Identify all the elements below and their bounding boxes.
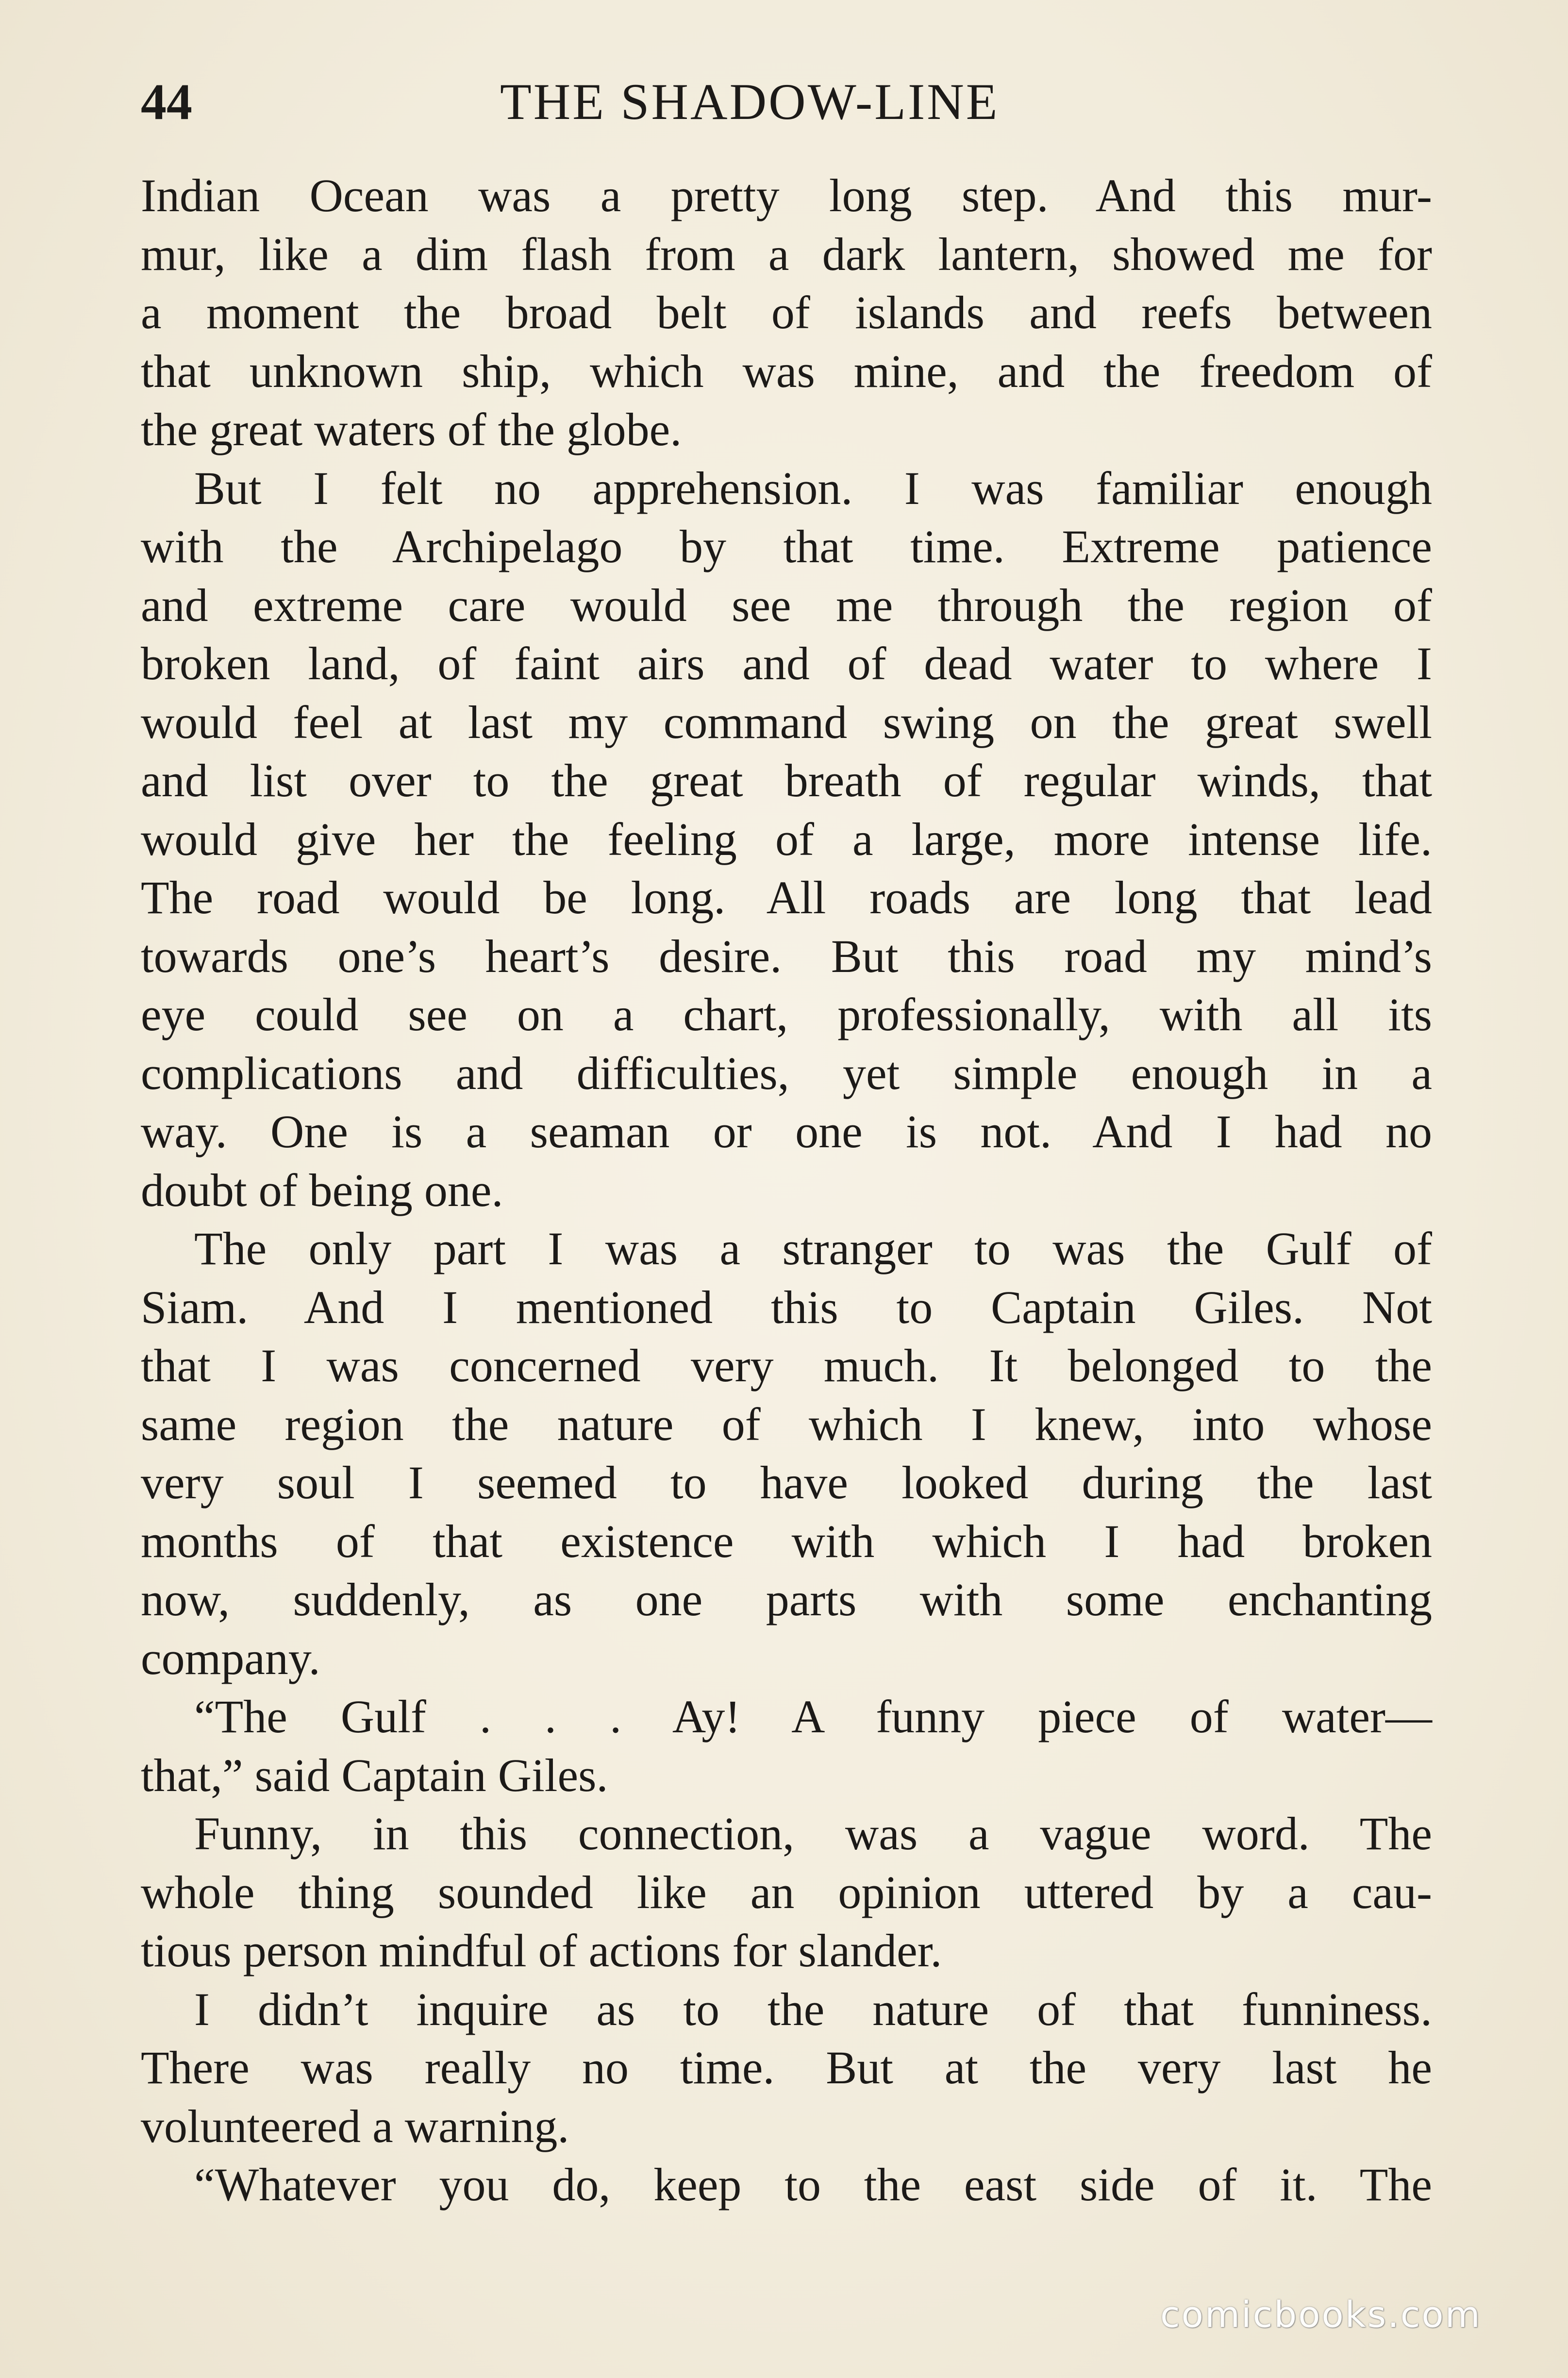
text-line: and list over to the great breath of regular winds, that [141,754,1432,806]
text-line: a moment the broad belt of islands and reefs between [141,286,1432,338]
text-line: months of that existence with which I had broken [141,1515,1432,1567]
text-line: volunteered a warning. [141,2100,569,2152]
text-line: that,” said Captain Giles. [141,1749,608,1801]
text-line: the great waters of the globe. [141,403,682,455]
text-line: The road would be long. All roads are long that lead [141,871,1432,923]
text-line: that unknown ship, which was mine, and the freedom of [141,345,1432,397]
text-line: way. One is a seaman or one is not. And I had no [141,1105,1432,1157]
text-line: complications and difficulties, yet simple enough in a [141,1047,1432,1099]
book-title: THE SHADOW-LINE [500,73,1000,130]
text-line: But I felt no apprehension. I was familiar enough [194,462,1432,514]
text-line: would give her the feeling of a large, more intense life. [141,813,1432,865]
site-watermark: comicbooks.com [1160,2294,1482,2336]
text-line: with the Archipelago by that time. Extreme patience [141,520,1432,572]
text-line: Funny, in this connection, was a vague word. The [194,1808,1432,1859]
text-line: very soul I seemed to have looked during the last [141,1457,1432,1508]
text-line: and extreme care would see me through the region of [141,579,1432,631]
text-line: eye could see on a chart, professionally, with all its [141,988,1432,1040]
text-line: I didn’t inquire as to the nature of that funniness. [194,1983,1432,2035]
text-line: The only part I was a stranger to was the Gulf of [194,1222,1432,1274]
text-line: whole thing sounded like an opinion uttered by a cau- [141,1866,1432,1918]
running-head [141,73,1427,131]
page-number: 44 [141,73,192,130]
text-line: There was really no time. But at the very last he [141,2042,1432,2093]
text-line: Indian Ocean was a pretty long step. And this mur- [141,169,1432,221]
body-text [141,167,1432,2214]
text-line: that I was concerned very much. It belonged to the [141,1340,1432,1391]
text-line: company. [141,1632,320,1684]
text-line: now, suddenly, as one parts with some enchanting [141,1574,1432,1625]
text-line: would feel at last my command swing on the great swell [141,696,1432,748]
text-line: doubt of being one. [141,1164,503,1216]
text-line: “The Gulf . . . Ay! A funny piece of water— [194,1691,1432,1742]
text-line: tious person mindful of actions for slander. [141,1925,942,1976]
text-line: Siam. And I mentioned this to Captain Giles. Not [141,1281,1432,1333]
text-line: towards one’s heart’s desire. But this road my mind’s [141,930,1432,982]
text-line: same region the nature of which I knew, into whose [141,1398,1432,1450]
text-line: broken land, of faint airs and of dead water to where I [141,637,1432,689]
text-line: mur, like a dim flash from a dark lantern, showed me for [141,228,1432,280]
text-line: “Whatever you do, keep to the east side of it. The [194,2159,1432,2211]
